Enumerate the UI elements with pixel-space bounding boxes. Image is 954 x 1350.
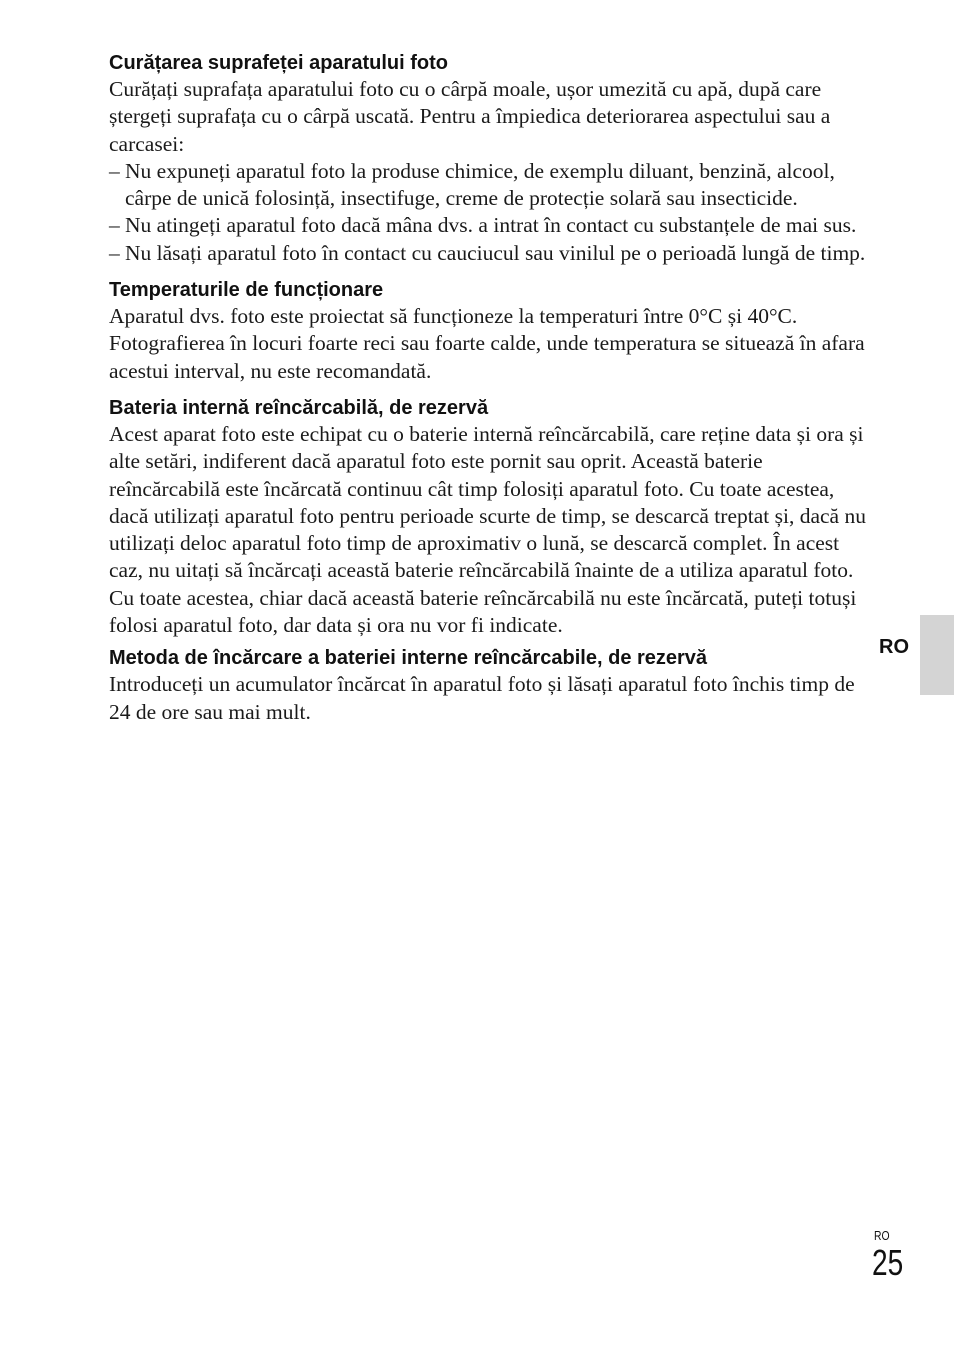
list-item	[109, 212, 869, 239]
language-tab-marker	[920, 615, 954, 695]
section-paragraph: Aparatul dvs. foto este proiectat să funcționeze la temperaturi între 0°C și 40°C. Fotografierea în locuri foarte reci sau foarte calde, unde temperatura se situează în afara acestui interval, nu este recomandată.	[109, 304, 865, 383]
list-item-text: Nu lăsați aparatul foto în contact cu cauciucul sau vinilul pe o perioadă lungă de timp.	[125, 240, 866, 265]
section-paragraph: Curățați suprafața aparatului foto cu o cârpă moale, ușor umezită cu apă, după care ștergeți suprafața cu o cârpă uscată. Pentru a împiedica deteriorarea aspectului sau a carcasei:	[109, 77, 831, 156]
list-item-text: Nu atingeți aparatul foto dacă mâna dvs. a intrat în contact cu substanțele de mai sus.	[125, 213, 857, 238]
page-number: 25	[872, 1242, 904, 1283]
list-item	[109, 158, 869, 213]
section-paragraph: Acest aparat foto este echipat cu o baterie internă reîncărcabilă, care reține data și ora și alte setări, indiferent dacă aparatul foto este pornit sau oprit. Această baterie reîncărcabilă este încărcată continuu cât timp folosiți aparatul foto. Cu toate acestea, dacă utilizați aparatul foto pentru perioade scurte de timp, se descarcă treptat și, dacă nu utilizați deloc aparatul foto timp de aproximativ o lună, se descarcă complet. În acest caz, nu uitați să încărcați această baterie reîncărcabilă înainte de a utiliza aparatul foto.	[109, 421, 866, 583]
page-content	[109, 50, 869, 726]
section-paragraph: Cu toate acestea, chiar dacă această baterie reîncărcabilă nu este încărcată, puteți totuși folosi aparatul foto, dar data și ora nu vor fi indicate.	[109, 585, 857, 638]
section-heading: Bateria internă reîncărcabilă, de rezervă	[109, 396, 489, 419]
language-tab-label: RO	[879, 636, 909, 658]
section-paragraph: Introduceți un acumulator încărcat în aparatul foto și lăsați aparatul foto închis timp de 24 de ore sau mai mult.	[109, 672, 855, 724]
section-heading: Metoda de încărcare a bateriei interne reîncărcabile, de rezervă	[109, 647, 708, 670]
section-heading: Temperaturile de funcționare	[109, 279, 384, 302]
dash-bullet: –	[109, 158, 120, 183]
list-item-text: Nu expuneți aparatul foto la produse chimice, de exemplu diluant, benzină, alcool, cârpe de unică folosință, insectifuge, creme de protecție solară sau insecticide.	[125, 158, 835, 211]
dash-bullet: –	[109, 240, 120, 265]
list-item	[109, 240, 869, 267]
dash-bullet: –	[109, 213, 120, 238]
warning-list	[109, 158, 869, 267]
section-operating-temperatures	[109, 277, 869, 385]
section-camera-cleaning	[109, 50, 869, 267]
section-heading: Curățarea suprafeței aparatului foto	[109, 52, 448, 74]
section-backup-battery	[109, 395, 869, 639]
footer-language: RO	[874, 1228, 890, 1243]
section-charging-method	[109, 645, 869, 726]
